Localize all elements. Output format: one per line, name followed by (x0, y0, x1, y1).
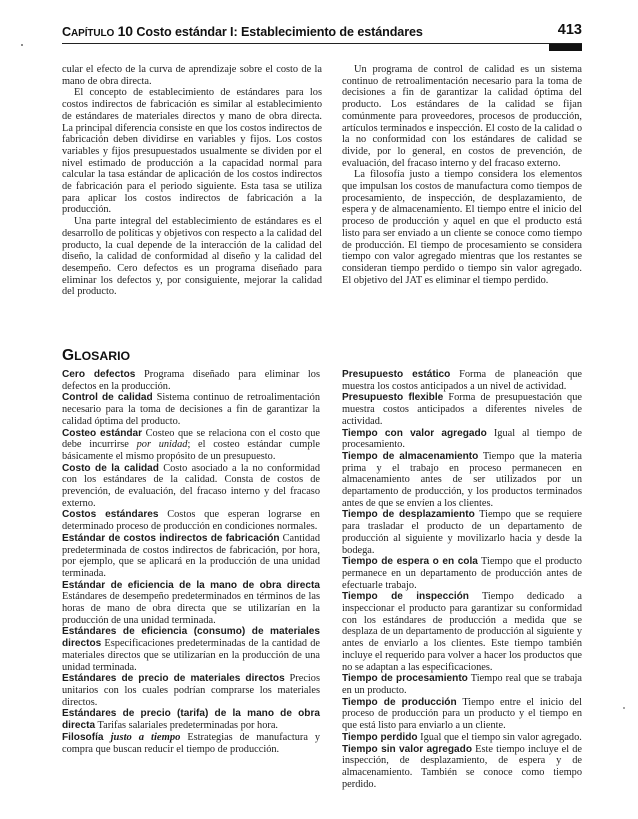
glossary-term: Estándar de eficiencia de la mano de obra directa (62, 579, 320, 591)
glossary-entry (62, 708, 320, 731)
glossary-term (62, 732, 180, 743)
glossary-entry (342, 556, 582, 591)
glossary-definition: Sistema continuo de retroalimentación necesario para la toma de decisiones a fin de garantizar la calidad óptima del producto. (62, 392, 320, 427)
glossary-term: Tiempo de procesamiento (342, 673, 468, 685)
glossary-entry (62, 369, 320, 392)
glossary-definition: Cantidad predeterminada de costos indirectos de fabricación, por hora, por ejemplo, que se aplicará en la producción de una unidad terminada. (62, 532, 320, 579)
glossary-term: Estándar de costos indirectos de fabricación (62, 532, 280, 544)
glossary-entry (342, 673, 582, 696)
glossary-definition: Programa diseñado para eliminar los defectos en la producción. (62, 369, 320, 392)
header-thumb-tab (549, 44, 582, 51)
glossary-term: Costos estándares (62, 509, 159, 521)
glossary-term: Tiempo perdido (342, 731, 418, 743)
paragraph: La filosofía justo a tiempo considera los elementos que impulsan los costos de manufactura como tiempos de procesamiento, de inspección, de desplazamiento, de espera y de almacenamiento. El tiempo entre el inicio del proceso de producción y aquel en que el producto está listo para ser enviado a un cliente se conoce como tiempo de producción. El tiempo de procesamiento se considera tiempo con valor agregado mientras que los restantes se consideran tiempo perdido o tiempo sin valor agregado. El objetivo del JAT es eliminar el tiempo perdido. (342, 169, 582, 286)
glossary-entry (342, 744, 582, 791)
glossary-entry (62, 463, 320, 510)
glossary-term: Costeo estándar (62, 427, 143, 439)
glossary-entry (342, 732, 582, 744)
glossary-term: Control de calidad (62, 392, 153, 404)
chapter-cap: C (62, 25, 71, 39)
paragraph: cular el efecto de la curva de aprendizaje sobre el costo de la mano de obra directa. (62, 64, 322, 87)
page-number: 413 (557, 22, 582, 38)
glossary-definition: Tarifas salariales predeterminadas por hora. (97, 720, 279, 732)
glossary-definition: Este tiempo incluye el de inspección, de desplazamiento, de espera y de almacenamiento. También se conoce como tiempo perdido. (342, 743, 582, 790)
body-column-right (342, 64, 582, 286)
glossary-term: Estándares de precio (tarifa) de la mano de obra directa (62, 708, 320, 732)
glossary-term-part: Filosofía (62, 731, 111, 743)
glossary-definition: Igual al tiempo de procesamiento. (342, 427, 583, 451)
glossary-term: Estándares de eficiencia (consumo) de materiales directos (62, 626, 320, 650)
glossary-term: Estándares de precio de materiales directos (62, 673, 285, 685)
glossary-definition: Estándares de desempeño predeterminados en términos de las horas de mano de obra directa que se utilizarían en la producción de una unidad terminada. (62, 591, 320, 626)
glossary-definition-cont: ; el costeo estándar cumple básicamente el mismo propósito de un presupuesto. (62, 439, 320, 462)
glossary-entry (62, 533, 320, 580)
glossary-definition: Tiempo que la materia prima y el trabajo en proceso permanecen en almacenamiento antes de ser utilizados por un departamento de producción, y los productos terminados antes de que se envíen a los clientes. (342, 450, 582, 509)
glossary-term: Tiempo de inspección (342, 591, 469, 603)
glossary-entry (62, 626, 320, 673)
header-rule (62, 43, 582, 44)
glossary-heading-cap: G (62, 347, 75, 364)
scan-speck (21, 44, 23, 46)
paragraph: El concepto de establecimiento de estándares para los costos indirectos de fabricación es similar al establecimiento de estándares de materiales directos y mano de obra directa. La principal diferencia consiste en que los costos indirectos de fabricación deben dividirse en variables y fijos. Los costos variables y fijos presupuestados usualmente se dividen por el nivel estimado de producción a la capacidad normal para calcular la tasa estándar de aplicación de los costos indirectos de fabricación para el periodo siguiente. Esta tasa se utiliza para aplicar los costos indirectos de fabricación a la producción. (62, 87, 322, 216)
glossary-entry (62, 673, 320, 708)
scan-speck (623, 707, 625, 709)
glossary-term: Presupuesto estático (342, 369, 451, 380)
glossary-column-left (62, 369, 320, 755)
glossary-entry (62, 428, 320, 463)
glossary-term: Tiempo de producción (342, 696, 457, 708)
glossary-entry (342, 369, 582, 392)
glossary-heading (62, 347, 130, 365)
glossary-definition: Especificaciones predeterminadas de la cantidad de materiales directos que se utilizarían en la producción de una unidad terminada. (62, 638, 320, 673)
glossary-term: Tiempo de almacenamiento (342, 450, 479, 462)
glossary-heading-rest: LOSARIO (74, 349, 131, 363)
chapter-title: Costo estándar I: Establecimiento de estándares (136, 25, 423, 39)
glossary-definition: Tiempo que el producto permanece en un departamento de producción antes de efectuarle trabajo. (342, 556, 582, 591)
glossary-entry (342, 591, 582, 673)
glossary-definition: Forma de planeación que muestra los costos anticipados a un nivel de actividad. (342, 369, 582, 392)
paragraph: Una parte integral del establecimiento de estándares es el desarrollo de políticas y objetivos con respecto a la calidad del producto, la cual depende de la interacción de la calidad del diseño, la calidad de conformidad al diseño y la calidad del desempeño. Cero defectos es un programa diseñado para eliminar los defectos y, por consiguiente, mejorar la calidad del producto. (62, 216, 322, 298)
chapter-small-caps: APÍTULO (71, 28, 115, 39)
glossary-term: Tiempo de espera o en cola (342, 556, 478, 568)
chapter-heading (62, 23, 423, 39)
body-column-left (62, 64, 322, 298)
glossary-entry (62, 509, 320, 532)
glossary-term: Presupuesto flexible (342, 392, 444, 404)
glossary-column-right (342, 369, 582, 790)
paragraph: Un programa de control de calidad es un sistema continuo de retroalimentación necesario para la toma de decisiones a fin de garantizar la calidad óptima del producto. Los estándares de la calidad se fijan comúnmente para proveedores, procesos de producción, artículos terminados e inspección. El costo de la calidad o la no conformidad con los estándares de calidad se divide, por lo general, en costos de prevención, de evaluación, del fracaso interno y del fracaso externo. (342, 64, 582, 169)
glossary-definition-italic: por unidad (136, 439, 188, 451)
glossary-definition: Tiempo real que se trabaja en un producto. (342, 673, 583, 696)
running-head (62, 23, 582, 41)
glossary-definition: Tiempo entre el inicio del proceso de producción para un producto y el tiempo en que está listo para enviarlo a un cliente. (342, 696, 582, 732)
glossary-term-italic: justo a tiempo (110, 731, 181, 743)
chapter-number: 10 (117, 23, 133, 39)
glossary-definition: Costeo que se relaciona con el costo que debe incurrirse (62, 427, 320, 451)
glossary-definition: Costo asociado a la no conformidad con los estándares de la calidad. Consta de costos de prevención, de evaluación, del fracaso interno y del fracaso externo. (62, 462, 320, 509)
glossary-definition: Tiempo dedicado a inspeccionar el producto para garantizar su conformidad con los estándares de producción a medida que se desplaza de un departamento de producción al siguiente y antes de enviarlo a los clientes. Este tiempo también incluye el requerido para volver a hacer los productos que no se adaptan a las especificaciones. (342, 591, 583, 673)
glossary-definition: Forma de presupuestación que muestra costos anticipados a diferentes niveles de actividad. (342, 392, 582, 427)
glossary-definition: Precios unitarios con los cuales podrían comprarse los materiales directos. (62, 673, 320, 708)
glossary-term: Tiempo con valor agregado (342, 427, 487, 439)
glossary-entry (62, 732, 320, 755)
glossary-entry (342, 451, 582, 510)
glossary-definition: Costos que esperan lograrse en determinado proceso de producción en condiciones normales. (62, 509, 320, 533)
glossary-entry (62, 580, 320, 627)
glossary-term: Tiempo sin valor agregado (342, 743, 472, 755)
glossary-entry (342, 428, 582, 451)
glossary-entry (342, 392, 582, 427)
glossary-term: Costo de la calidad (62, 462, 159, 474)
glossary-term: Tiempo de desplazamiento (342, 509, 475, 521)
glossary-entry (62, 392, 320, 427)
glossary-term: Cero defectos (62, 369, 136, 380)
glossary-definition: Tiempo que se requiere para trasladar el producto de un departamento de producción al siguiente y movilizarlo hacia y desde la bodega. (342, 509, 583, 556)
glossary-definition: Estrategias de manufactura y compra que buscan reducir el tiempo de producción. (62, 731, 320, 755)
glossary-definition: Igual que el tiempo sin valor agregado. (420, 731, 582, 743)
glossary-entry (342, 509, 582, 556)
glossary-entry (342, 697, 582, 732)
